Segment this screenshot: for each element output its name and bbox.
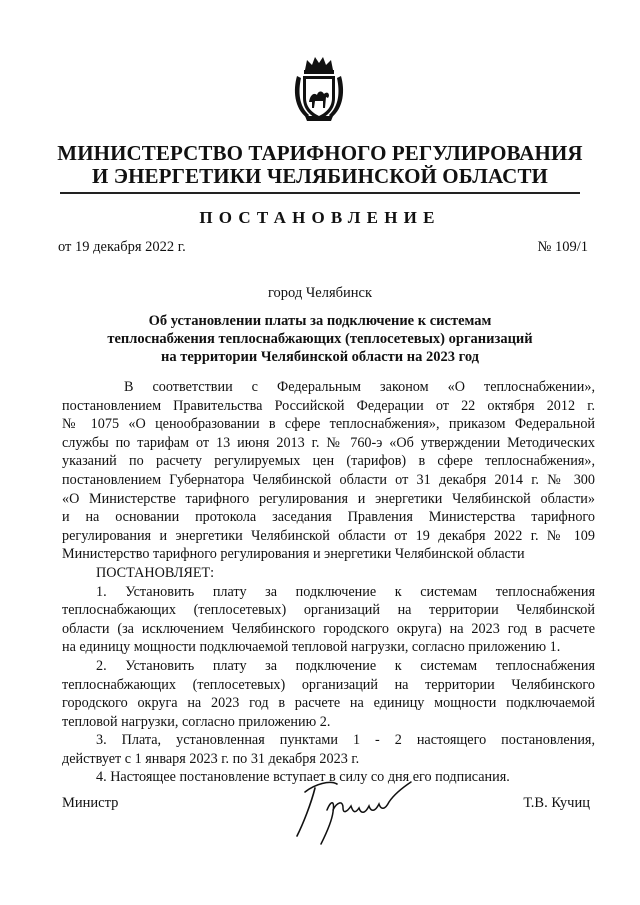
body-line: ПОСТАНОВЛЯЕТ:	[96, 564, 215, 581]
document-title-line-3: на территории Челябинской области на 2023 год	[160, 349, 479, 365]
document-city: город Челябинск	[267, 285, 373, 301]
body-line: тепловой нагрузки, согласно приложению 2.	[62, 713, 331, 730]
body-line: постановлением Губернатора Челябинской области от 31 декабря 2014 г. № 300	[62, 471, 595, 488]
body-line: В соответствии с Федеральным законом «О теплоснабжении»,	[124, 379, 595, 395]
handwritten-signature	[275, 770, 445, 850]
body-line: области (за исключением Челябинского городского округа) на 2023 год в расчете	[62, 620, 595, 637]
body-line: «О Министерстве тарифного регулирования и энергетики Челябинской области»	[62, 490, 595, 507]
document-title-line-1: Об установлении платы за подключение к системам	[148, 313, 492, 329]
body-line: 3. Плата, установленная пунктами 1 - 2 настоящего постановления,	[96, 732, 595, 749]
header-divider	[60, 192, 580, 194]
body-line: теплоснабжающих (теплосетевых) организаций на территории Челябинского	[62, 676, 595, 693]
body-line: теплоснабжающих (теплосетевых) организаций на территории Челябинской	[62, 602, 595, 619]
body-line: 1. Установить плату за подключение к системам теплоснабжения	[96, 583, 595, 600]
signatory-name: Т.В. Кучиц	[523, 795, 590, 811]
body-line: указаний по расчету регулируемых цен (тарифов) в сфере теплоснабжения»,	[62, 453, 595, 470]
document-type: ПОСТАНОВЛЕНИЕ	[199, 208, 441, 227]
body-line: постановлением Правительства Российской Федерации от 22 октября 2012 г.	[62, 397, 595, 414]
body-line: 2. Установить плату за подключение к системам теплоснабжения	[96, 657, 595, 674]
body-line: действует с 1 января 2023 г. по 31 декабря 2023 г.	[62, 750, 360, 767]
coat-of-arms-icon	[291, 54, 347, 124]
organization-name-line-2: И ЭНЕРГЕТИКИ ЧЕЛЯБИНСКОЙ ОБЛАСТИ	[92, 164, 548, 188]
body-line: Министерство тарифного регулирования и энергетики Челябинской области	[62, 546, 525, 563]
document-body	[62, 378, 595, 787]
body-line: и на основании протокола заседания Правления Министерства тарифного	[62, 509, 595, 526]
body-line: 4. Настоящее постановление вступает в силу со дня его подписания.	[96, 769, 510, 786]
body-line: на единицу мощности подключаемой тепловой нагрузки, согласно приложению 1.	[62, 639, 561, 656]
body-line: регулирования и энергетики Челябинской области от 19 декабря 2022 г. № 109	[62, 527, 595, 544]
body-line: городского округа на 2023 год в расчете на единицу мощности подключаемой	[62, 695, 595, 712]
body-line: службы по тарифам от 13 июня 2013 г. № 760-э «Об утверждении Методических	[62, 434, 595, 451]
document-title-line-2: теплоснабжения теплоснабжающих (теплосетевых) организаций	[107, 331, 533, 347]
organization-name-line-1: МИНИСТЕРСТВО ТАРИФНОГО РЕГУЛИРОВАНИЯ	[57, 141, 583, 165]
signatory-title: Министр	[62, 795, 119, 811]
document-date: от 19 декабря 2022 г.	[58, 239, 186, 255]
document-number: № 109/1	[537, 239, 588, 255]
body-line: № 1075 «О ценообразовании в сфере теплоснабжения», приказом Федеральной	[62, 416, 595, 433]
